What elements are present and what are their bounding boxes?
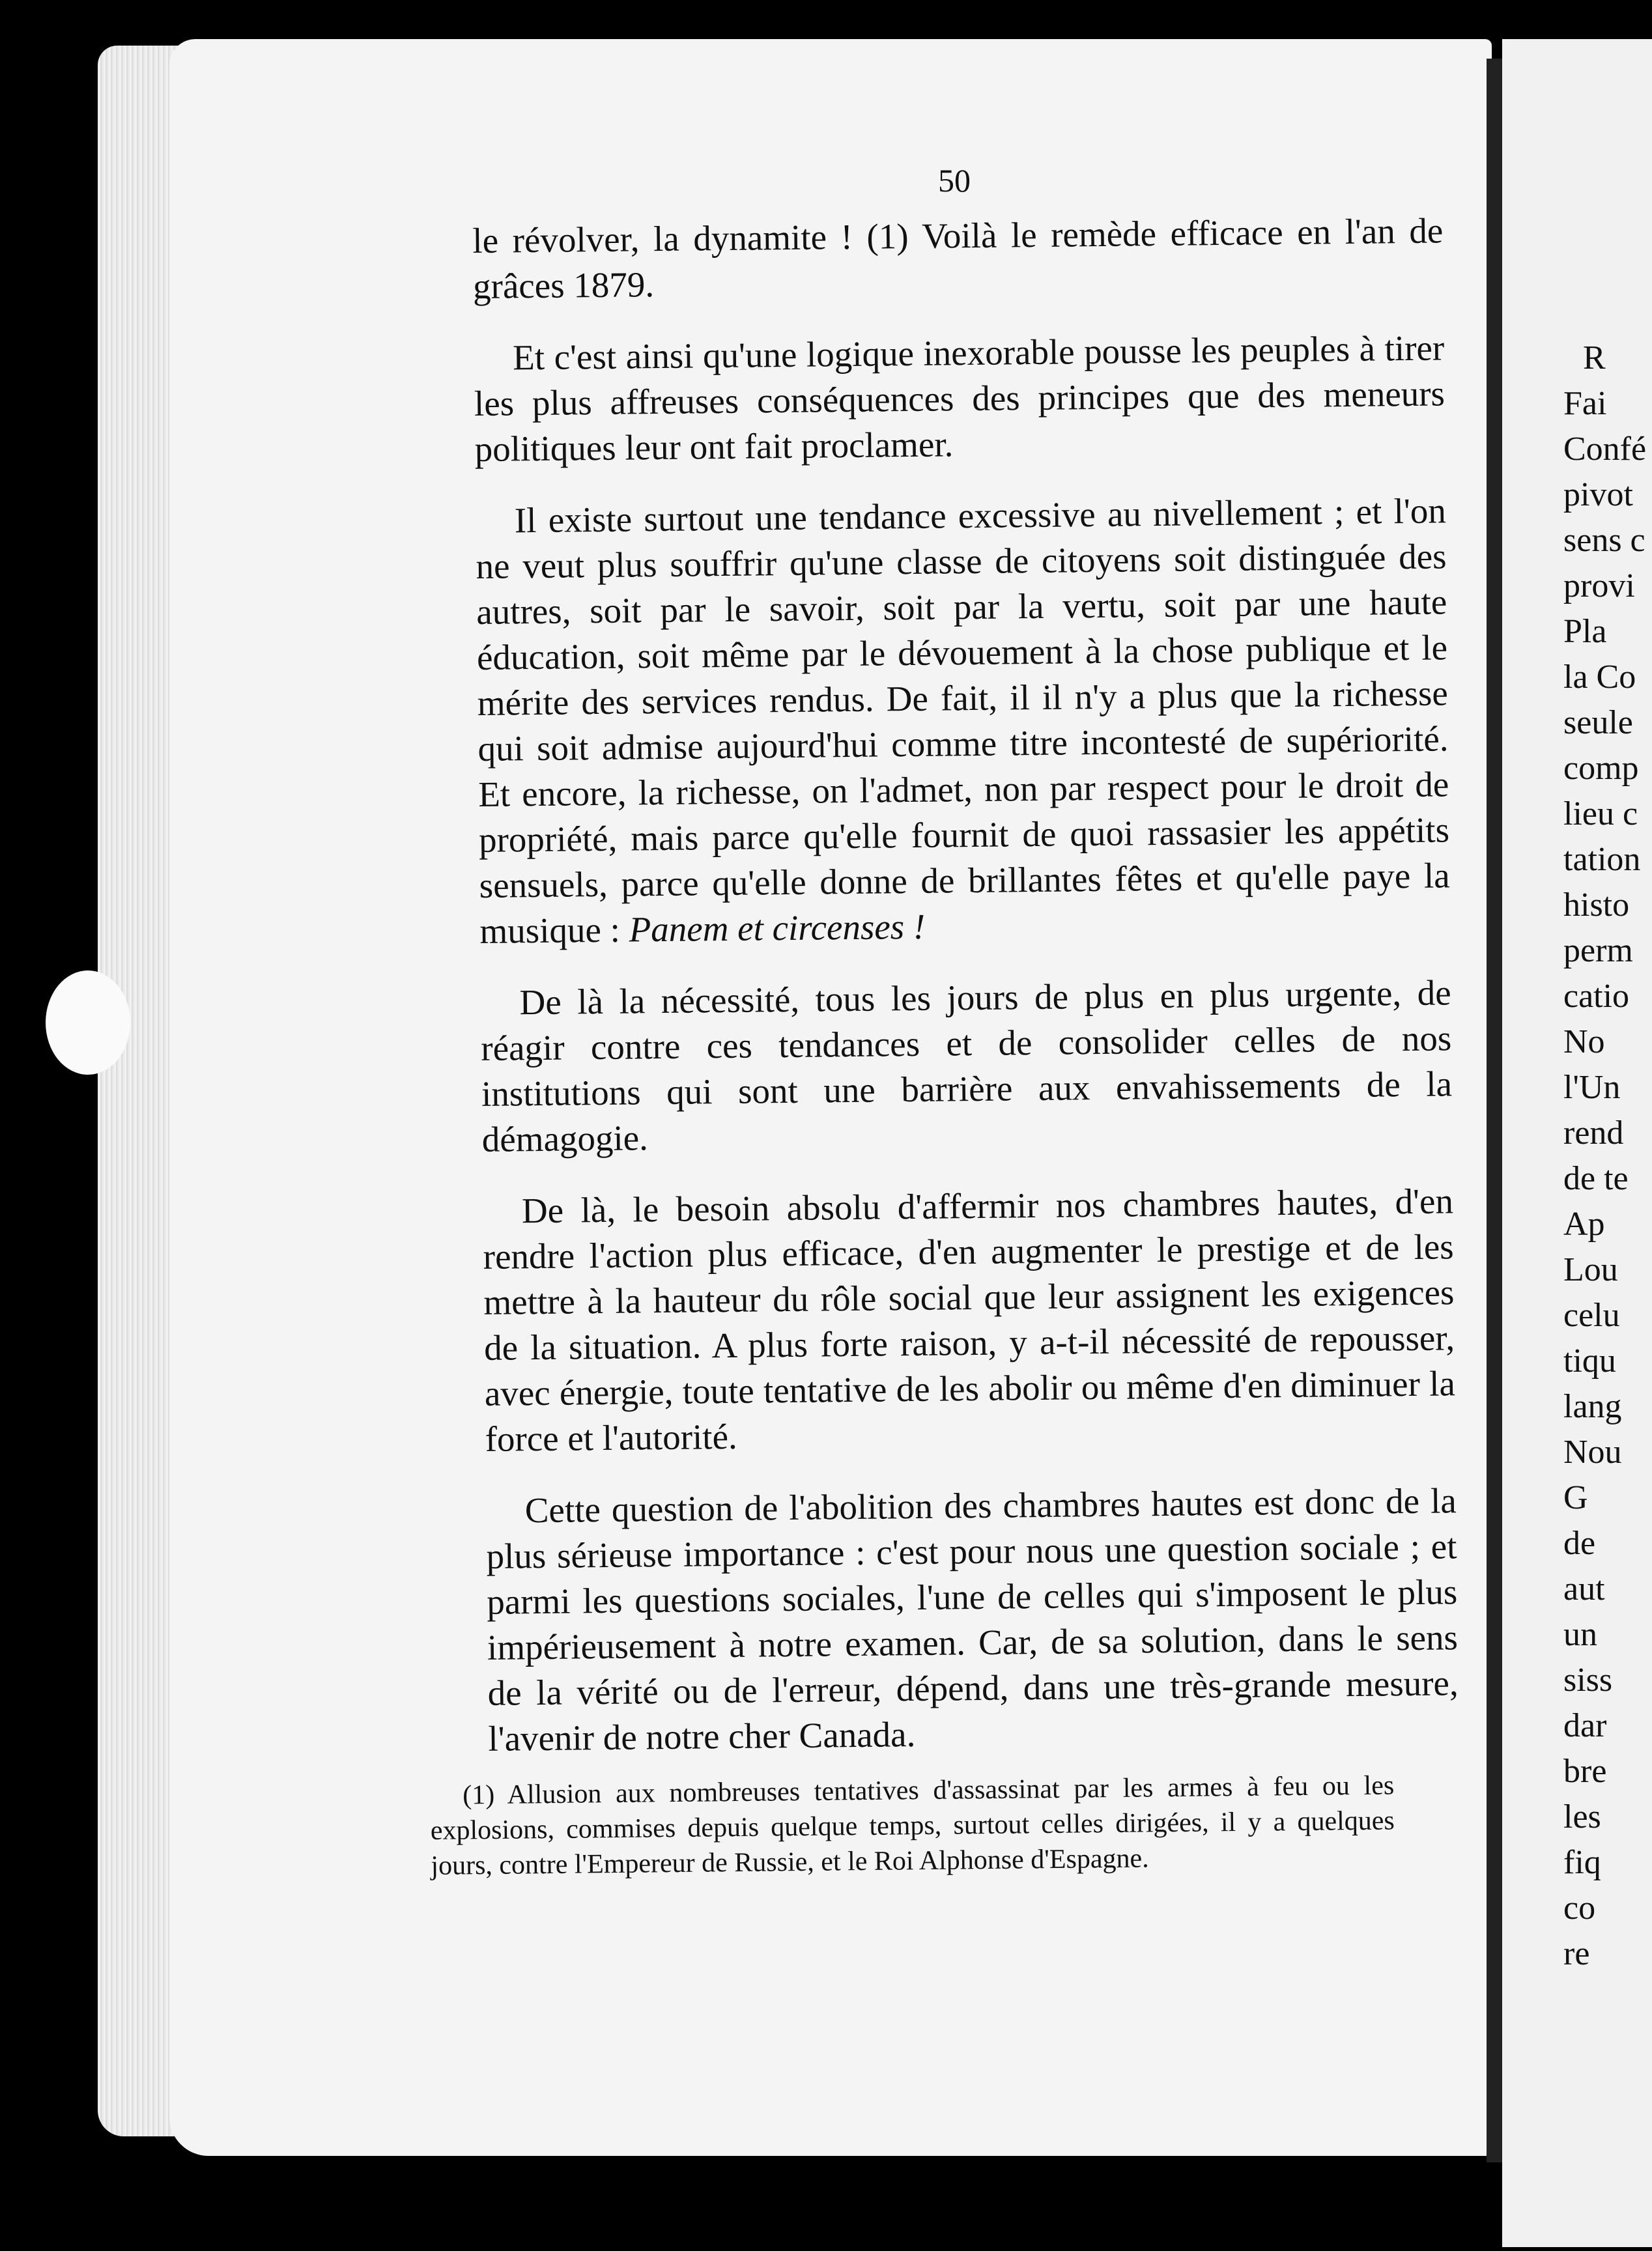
right-page-fragment: lang [1563,1388,1622,1425]
right-page-fragment: pivot [1563,476,1633,513]
right-page-fragment: Ap [1563,1206,1605,1243]
right-page-fragment: re [1563,1935,1590,1972]
right-page-fragment: aut [1563,1570,1605,1607]
right-page-fragment: lieu c [1563,795,1638,832]
paragraph-6: Cette question de l'abolition des chambres hautes est donc de la plus sérieuse importance : c'est pour nous une question sociale ; et parmi les questions sociales, l'une de celles qui s'imposent le plus impérieusement à notre examen. Car, de sa solution, dans le sens de la vérité ou de l'erreur, dépend, dans une très-grande mesure, l'avenir de notre cher Canada. [486,1480,1459,1759]
paragraph-3 [476,488,1451,954]
right-page-fragment: tation [1563,841,1641,878]
right-page-fragments [1563,339,1652,2006]
right-page-fragment: No [1563,1023,1605,1060]
paper-blot [46,970,130,1075]
right-page-fragment: Nou [1563,1434,1622,1471]
right-page-fragment: l'Un [1563,1069,1621,1106]
paragraph-2: Et c'est ainsi qu'une logique inexorable pousse les peuples à tirer les plus affreuses conséquences des principes que des meneurs politiques leur ont fait proclamer. [474,328,1445,469]
right-page-fragment: Confé [1563,431,1647,468]
right-page-fragment: histo [1563,886,1630,924]
right-page-fragment: comp [1563,750,1639,787]
footnote [430,1768,1395,1884]
right-page-fragment: la Co [1563,658,1636,696]
paragraph-4: De là la nécessité, tous les jours de plus en plus urgente, de réagir contre ces tendances et de consolider celles de nos institutions qui sont une barrière aux envahissements de la démagogie. [481,972,1453,1159]
main-text [472,208,1459,1787]
right-page-fragment: siss [1563,1662,1613,1699]
right-page-fragment: co [1563,1890,1596,1927]
right-page-fragment: fiq [1563,1844,1601,1881]
paragraph-5: De là, le besoin absolu d'affermir nos chambres hautes, d'en rendre l'action plus efficace, d'en augmenter le prestige et de les mettre à la hauteur du rôle social que leur assignent les exigences de la situation. A plus forte raison, y a-t-il nécessité de repousser, avec énergie, toute tentative de les abolir ou même d'en diminuer la force et l'autorité. [483,1181,1456,1459]
right-page-fragment: tiqu [1563,1342,1616,1380]
right-page-fragment: seule [1563,704,1633,741]
right-page-fragment: perm [1563,932,1633,969]
right-page-fragment: Lou [1563,1251,1618,1288]
right-page-fragment: celu [1563,1297,1620,1334]
right-page-fragment: dar [1563,1707,1607,1744]
book-gutter [1487,59,1502,2162]
right-page-fragment: Pla [1563,613,1607,650]
right-page-fragment: bre [1563,1753,1607,1790]
page-number: 50 [938,162,971,199]
right-page-fragment: sens c [1563,522,1645,559]
right-page-fragment: Fai [1563,385,1607,422]
right-page-fragment: R [1583,339,1606,376]
right-page-fragment: G [1563,1479,1588,1516]
right-page-fragment: rend [1563,1114,1624,1152]
right-page-fragment: de te [1563,1160,1629,1197]
footnote-text: (1) Allusion aux nombreuses tentatives d'assassinat par les armes à feu ou les explosions, commises depuis quelque temps, surtout celles dirigées, il y a quelques jours, contre l'Empereur de Russie, et le Roi Alphonse d'Espagne. [430,1770,1395,1881]
right-page-fragment: les [1563,1798,1601,1835]
right-page-fragment: de [1563,1525,1596,1562]
right-page-fragment: catio [1563,978,1630,1015]
paragraph-3-text: Il existe surtout une tendance excessive au nivellement ; et l'on ne veut plus souffrir qu'une classe de citoyens soit distinguée des autres, soit par le savoir, soit par la vertu, soit par une haute éducation, soit même par le dévouement à la chose publique et le mérite des services rendus. De fait, il il n'y a plus que la richesse qui soit admise aujourd'hui comme titre incontesté de supériorité. Et encore, la richesse, on l'admet, non par respect pour le droit de propriété, mais parce qu'elle fournit de quoi rassasier les appétits sensuels, parce qu'elle donne de brillantes fêtes et qu'elle paye la musique : [476,490,1450,951]
italic-quote: Panem et circenses ! [629,906,926,950]
paragraph-1: le révolver, la dynamite ! (1) Voilà le remède efficace en l'an de grâces 1879. [472,210,1444,306]
right-page-fragment: provi [1563,567,1635,604]
right-page-fragment: un [1563,1616,1597,1653]
